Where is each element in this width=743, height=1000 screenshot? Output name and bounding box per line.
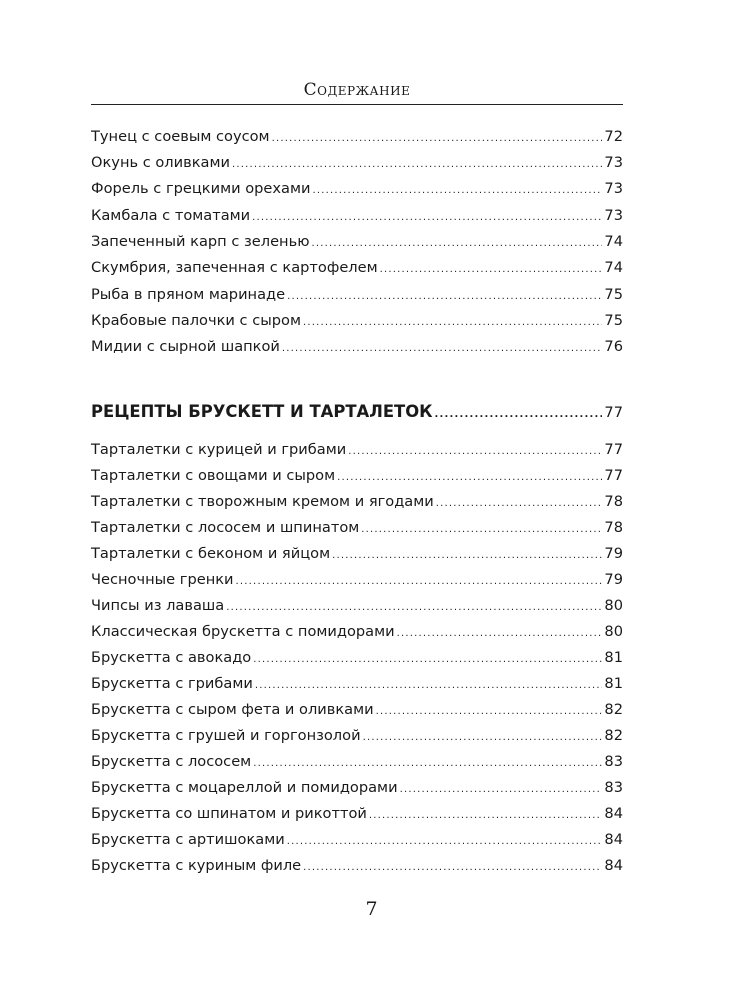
toc-entry-page: 73 — [604, 207, 623, 224]
toc-entry[interactable] — [91, 829, 623, 851]
dot-leader — [436, 493, 603, 515]
dot-leader — [337, 467, 602, 489]
toc-entry-title: Брускетта с грибами — [91, 675, 253, 692]
toc-entry[interactable] — [91, 126, 623, 148]
toc-entry-page: 79 — [604, 571, 623, 588]
toc-entry-title: Тарталетки с творожным кремом и ягодами — [91, 493, 434, 510]
toc-entry-title: Тарталетки с лососем и шпинатом — [91, 519, 360, 536]
toc-entry-title: Чесночные гренки — [91, 571, 234, 588]
toc-entry-page: 84 — [604, 831, 623, 848]
toc-entry-title: Запеченный карп с зеленью — [91, 233, 310, 250]
toc-entry-title: Тарталетки с овощами и сыром — [91, 467, 336, 484]
toc-entry-page: 74 — [604, 233, 623, 250]
toc-entry[interactable] — [91, 178, 623, 200]
toc-entry[interactable] — [91, 257, 623, 279]
toc-entry-page: 83 — [604, 779, 623, 796]
toc-entry[interactable] — [91, 673, 623, 695]
toc-entry[interactable] — [91, 751, 623, 773]
toc-entry-title: Брускетта с сыром фета и оливками — [91, 701, 374, 718]
toc-entry-title: Брускетта с моцареллой и помидорами — [91, 779, 398, 796]
toc-entry[interactable] — [91, 465, 623, 487]
dot-leader — [369, 805, 603, 827]
toc-entry-page: 84 — [604, 857, 623, 874]
toc-entry-title: Мидии с сырной шапкой — [91, 338, 280, 355]
dot-leader — [380, 259, 603, 281]
toc-entry[interactable] — [91, 517, 623, 539]
toc-entry-page: 82 — [604, 701, 623, 718]
toc-entry-page: 77 — [604, 467, 623, 484]
toc-entry-title: Окунь с оливками — [91, 154, 230, 171]
toc-entry[interactable] — [91, 231, 623, 253]
toc-entry[interactable] — [91, 569, 623, 591]
dot-leader — [232, 154, 602, 176]
dot-leader — [303, 312, 602, 334]
dot-leader — [400, 779, 603, 801]
dot-leader — [236, 571, 603, 593]
toc-entry-title: Чипсы из лаваша — [91, 597, 225, 614]
dot-leader — [287, 831, 603, 853]
toc-entry-page: 75 — [604, 286, 623, 303]
toc-entry[interactable] — [91, 725, 623, 747]
running-header — [91, 78, 623, 105]
toc-entry-page: 78 — [604, 519, 623, 536]
toc-entry-page: 80 — [604, 597, 623, 614]
toc-entry-title: Камбала с томатами — [91, 207, 251, 224]
dot-leader — [255, 675, 603, 697]
toc-entry[interactable] — [91, 284, 623, 306]
dot-leader — [287, 286, 602, 308]
toc-entry[interactable] — [91, 647, 623, 669]
toc-entry-title: Брускетта с артишоками — [91, 831, 285, 848]
toc-entry[interactable] — [91, 595, 623, 617]
dot-leader — [361, 519, 602, 541]
dot-leader — [312, 180, 602, 202]
dot-leader — [332, 545, 602, 567]
section-title: РЕЦЕПТЫ БРУСКЕТТ И ТАРТАЛЕТОК — [91, 402, 433, 421]
dot-leader — [272, 128, 603, 150]
toc-entry-page: 72 — [604, 128, 623, 145]
toc-entry-page: 73 — [604, 180, 623, 197]
toc-entry[interactable] — [91, 699, 623, 721]
dot-leader — [376, 701, 603, 723]
dot-leader — [252, 207, 602, 229]
toc-entry-title: Брускетта с лососем — [91, 753, 252, 770]
toc-entry-page: 80 — [604, 623, 623, 640]
toc-entry-title: Брускетта с грушей и горгонзолой — [91, 727, 361, 744]
dot-leader — [253, 649, 602, 671]
toc-entry[interactable] — [91, 310, 623, 332]
toc-entry-title: Крабовые палочки с сыром — [91, 312, 301, 329]
toc-section-heading[interactable] — [91, 401, 623, 423]
toc-entry-title: Рыба в пряном маринаде — [91, 286, 286, 303]
toc-entry-title: Тарталетки с курицей и грибами — [91, 441, 347, 458]
section-page: 77 — [604, 404, 623, 421]
toc-entry[interactable] — [91, 491, 623, 513]
toc-entry-page: 82 — [604, 727, 623, 744]
toc-entry-title: Тунец с соевым соусом — [91, 128, 270, 145]
toc-entry-title: Брускетта с куриным филе — [91, 857, 302, 874]
toc-entry-title: Скумбрия, запеченная с картофелем — [91, 259, 378, 276]
toc-entry-page: 79 — [604, 545, 623, 562]
toc-entry-page: 74 — [604, 259, 623, 276]
toc-entry[interactable] — [91, 777, 623, 799]
toc-entry[interactable] — [91, 543, 623, 565]
dot-leader — [312, 233, 603, 255]
toc-entry-title: Тарталетки с беконом и яйцом — [91, 545, 331, 562]
dot-leader — [253, 753, 602, 775]
dot-leader — [363, 727, 603, 749]
dot-leader — [303, 857, 602, 879]
dot-leader — [435, 404, 603, 426]
toc-entry-title: Форель с грецкими орехами — [91, 180, 311, 197]
toc-entry[interactable] — [91, 855, 623, 877]
toc-entry-page: 83 — [604, 753, 623, 770]
toc-entry-title: Брускетта с авокадо — [91, 649, 252, 666]
toc-entry[interactable] — [91, 439, 623, 461]
toc-entry-page: 76 — [604, 338, 623, 355]
toc-entry-page: 84 — [604, 805, 623, 822]
toc-entry-page: 73 — [604, 154, 623, 171]
toc-entry-page: 75 — [604, 312, 623, 329]
toc-entry-page: 81 — [604, 675, 623, 692]
dot-leader — [226, 597, 602, 619]
toc-entry[interactable] — [91, 336, 623, 358]
dot-leader — [397, 623, 603, 645]
toc-entry[interactable] — [91, 803, 623, 825]
toc-entry[interactable] — [91, 621, 623, 643]
dot-leader — [348, 441, 602, 463]
toc-entry[interactable] — [91, 205, 623, 227]
toc-entry-page: 77 — [604, 441, 623, 458]
toc-entry-title: Классическая брускетта с помидорами — [91, 623, 395, 640]
toc-entry-title: Брускетта со шпинатом и рикоттой — [91, 805, 367, 822]
toc-entry-page: 81 — [604, 649, 623, 666]
toc-entry-page: 78 — [604, 493, 623, 510]
toc-entry[interactable] — [91, 152, 623, 174]
dot-leader — [282, 338, 603, 360]
page-number: 7 — [365, 898, 378, 920]
page-title: Содержание — [303, 80, 411, 100]
